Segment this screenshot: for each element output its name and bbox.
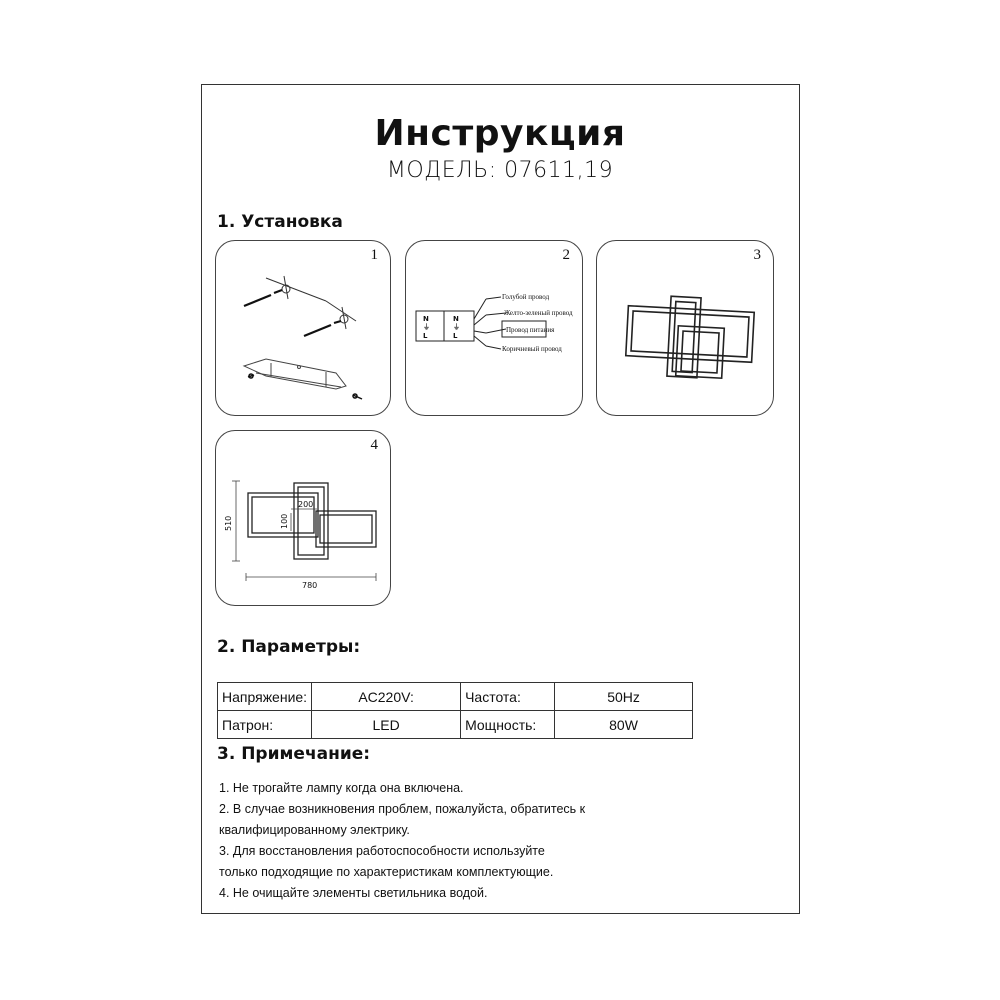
installation-step-4-panel: [215, 430, 391, 606]
parameters-heading: 2. Параметры:: [217, 637, 361, 657]
note-line: 2. В случае возникновения проблем, пожалуйста, обратитесь к: [219, 802, 586, 816]
terminal-mark: L: [423, 332, 428, 340]
installation-step-2-panel: [405, 240, 583, 416]
note-line: 4. Не очищайте элементы светильника водой.: [219, 886, 488, 900]
terminal-mark: N: [453, 315, 459, 323]
notes-list: [219, 778, 659, 904]
terminal-mark: ⏚: [453, 323, 460, 331]
step-number: 2: [562, 247, 570, 263]
wire-label-blue: Голубой провод: [502, 293, 550, 301]
param-value: 80W: [555, 711, 693, 739]
note-line: квалифицированному электрику.: [219, 823, 410, 837]
table-row: [218, 683, 693, 711]
dimension-width: 780: [302, 581, 318, 590]
step-number: 1: [370, 247, 378, 263]
note-line: 1. Не трогайте лампу когда она включена.: [219, 781, 464, 795]
installation-step-3-panel: [596, 240, 774, 416]
document-title: Инструкция: [374, 113, 626, 154]
param-value: LED: [312, 711, 461, 739]
mounting-screws-diagram: [216, 241, 392, 417]
note-line: только подходящие по характеристикам комплектующие.: [219, 865, 554, 879]
terminal-mark: ⏚: [423, 323, 430, 331]
parameters-table: [217, 682, 693, 739]
wire-label-power: Провод питания: [506, 326, 555, 334]
dimensions-diagram: [216, 431, 392, 607]
note-line: 3. Для восстановления работоспособности используйте: [219, 844, 545, 858]
param-label: Частота:: [461, 683, 555, 711]
param-label: Напряжение:: [218, 683, 312, 711]
param-label: Мощность:: [461, 711, 555, 739]
notes-heading: 3. Примечание:: [217, 744, 371, 764]
lamp-frame-diagram: [597, 241, 775, 417]
dimension-inner-width: 200: [298, 500, 314, 509]
wire-label-yellow-green: Желто-зеленый провод: [504, 309, 573, 317]
model-number: МОДЕЛЬ: 07611,19: [386, 158, 614, 183]
terminal-mark: N: [423, 315, 429, 323]
step-number: 3: [753, 247, 761, 263]
param-label: Патрон:: [218, 711, 312, 739]
wire-label-brown: Коричневый провод: [502, 345, 562, 353]
step-number: 4: [370, 437, 378, 453]
param-value: AC220V:: [312, 683, 461, 711]
dimension-height: 510: [224, 515, 233, 531]
installation-heading: 1. Установка: [217, 212, 343, 232]
table-row: [218, 711, 693, 739]
dimension-inner-height: 100: [280, 513, 289, 529]
installation-step-1-panel: [215, 240, 391, 416]
terminal-mark: L: [453, 332, 458, 340]
wiring-diagram: [406, 241, 584, 417]
param-value: 50Hz: [555, 683, 693, 711]
